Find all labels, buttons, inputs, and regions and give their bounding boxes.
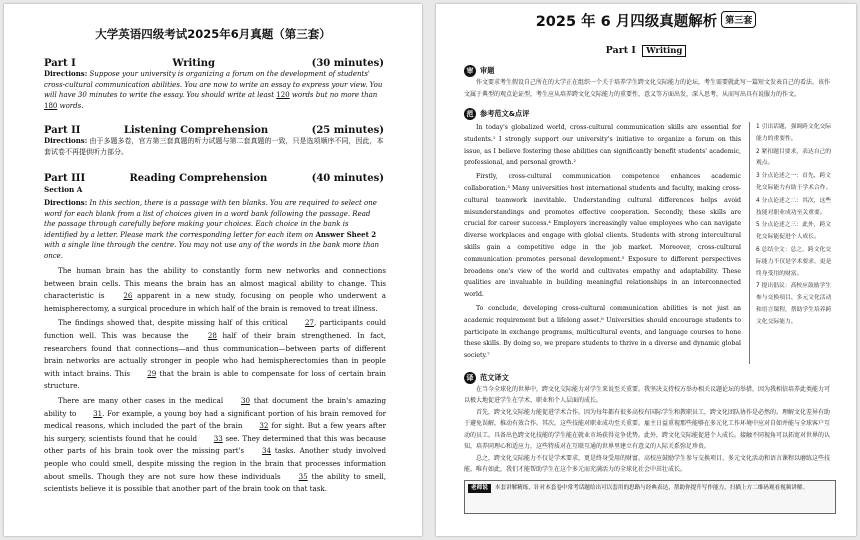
blank-31: 31 xyxy=(93,408,103,418)
translation-icon: 译 xyxy=(464,372,476,384)
review-icon: 审 xyxy=(464,65,476,77)
exam-page xyxy=(4,4,422,536)
note-item: 2 紧扣题目要求，表达自己的观点。 xyxy=(756,148,832,167)
blank-34: 34 xyxy=(262,446,272,456)
part-3-name: Reading Comprehension xyxy=(129,173,268,184)
teacher-comment-box xyxy=(464,480,836,514)
blank-35: 35 xyxy=(298,471,308,481)
part-2-label: Part II xyxy=(44,125,81,136)
teacher-comment: 本套讲解精练，针对本套卷中常考话题给出可以套用的思路与经典表达，帮助你提升写作能力，扫描上方二维码观看视频讲解。 xyxy=(494,484,809,491)
analysis-part-header: Part I Writing xyxy=(436,45,856,57)
part-1 xyxy=(4,58,422,111)
part-3-time: (40 minutes) xyxy=(311,173,384,184)
writing-tag: Writing xyxy=(642,45,686,57)
blank-29: 29 xyxy=(147,368,157,378)
note-item: 3 分点论述之一：首先，跨文化交际能力有助于学术合作。 xyxy=(756,173,832,191)
analysis-page xyxy=(436,4,856,536)
section-review-header: 审 审题 xyxy=(436,65,856,77)
part-3-directions: Directions: In this section, there is a passage with ten blanks. You are required to select one word for each blank from a list of choices given in a word bank following the passage. Read the passage through carefully before making your choices. Each choice in the bank is identified by a letter. Please mark the corresponding letter for each item on Answer Sheet 2 with a single line through the centre. You may not use any of the words in the bank more than once. xyxy=(44,198,380,260)
essay-icon: 范 xyxy=(464,108,476,120)
reading-passage xyxy=(4,265,422,496)
exam-title: 大学英语四级考试2025年6月真题（第三套） xyxy=(95,27,331,41)
max-words: 180 xyxy=(44,101,58,110)
note-item: 4 分点论述之二：其次，这些技能对职业成功至关重要。 xyxy=(756,197,832,216)
part-1-header xyxy=(4,58,422,69)
part-2 xyxy=(4,125,422,157)
answer-sheet: Answer Sheet 2 xyxy=(315,229,377,239)
note-item: 1 引出话题，强调跨文化交际能力的重要性。 xyxy=(756,124,832,142)
part-1-name: Writing xyxy=(172,58,215,69)
blank-27: 27 xyxy=(305,318,315,328)
passage-paragraph: The findings showed that, despite missing half of this critical 27, participants could function well. This was because the 28 half of their brain strengthened. In fact, researchers found that connections—and thus communication—between parts of different brain networks are actually stronger in people who had hemispherectomies than in people with intact brains. This 29 that the brain is able to compensate for loss of certain brain structure. xyxy=(44,318,387,391)
blank-30: 30 xyxy=(240,395,250,405)
set-badge: 第三套 xyxy=(721,11,756,28)
teacher-label: 老师说 xyxy=(468,484,491,493)
model-essay: In today's globalized world, cross-cultural communication skills are essential for students.¹ I strongly support our university's initiative to organize a forum on this issue, as I believe fostering these abilities can significantly benefit students' academic, professional, and personal growth.² Firstly, cross-cultural communication competence enhances academic collaboration.³ Many universities host international students and faculty, making cross-cultural teamwork inevitable. Understanding cultural differences helps avoid misunderstandings and promotes effective cooperation. Secondly, these skills are crucial for career success.⁴ Employers increasingly value employees who can navigate diverse workplaces and engage with global clients. Students with strong intercultural skills gain a competitive edge in the job market. Moreover, cross-cultural communication promotes personal development.⁵ Exposure to different perspectives broadens one's view of the world and cultivates empathy and adaptability. These qualities are invaluable in building meaningful relationships in an interconnected world. To conclude, developing cross-cultural communication abilities is not just an academic requirement but a lifelong asset.⁶ Universities should encourage students to participate in exchange programs, multicultural events, and language courses to hone these skills. By doing so, we prepare students to thrive in a diverse and dynamic global society.⁷ xyxy=(464,122,750,364)
blank-32: 32 xyxy=(259,421,269,431)
translation-text: 在当今全球化的世界中，跨文化交际能力对学生来说至关重要。我坚决支持校方举办相关议题论坛的举措，因为我相信培养此类能力可以极大地促进学生在学术、职业和个人层面的成长。 首先，跨文化交际能力能促进学术合作。因为每年都有很多高校有国际学生和教职员工，跨文化团队协作是必然的。理解文化差异有助于避免误解，推动有效合作。其次，这些技能对职业成功至关重要。雇主日益重视那些能够在多元化工作环境中应对自如并能与全球客户互动的员工。具备出色跨文化技能的学生能在就业市场获得竞争优势。此外，跨文化交际能促进个人成长。接触不同视角可以拓宽对世界的认知，培养同理心和适应力，这些特质对在互联互通的世界里建立有意义的人际关系弥足珍贵。 总之，跨文化交际能力不仅是学术要求，更是终身受用的财富。高校应鼓励学生参与交换项目、多元文化活动和语言课程以磨练这些技能。唯有如此，我们才能帮助学生在这个多元而充满活力的全球化社会中茁壮成长。 xyxy=(464,385,831,474)
section-translation-header: 译 范文译文 xyxy=(436,372,856,384)
part-2-name: Listening Comprehension xyxy=(123,125,269,136)
part-3 xyxy=(4,173,422,261)
section-essay-header: 范 参考范文&点评 xyxy=(436,108,856,120)
passage-paragraph: The human brain has the ability to constantly form new networks and connections between brain cells. This means the brain has an almost magical ability to change. This characteristic is 26 apparent in a new study, focusing on people who underwent a hemispherectomy, a surgical procedure in which half of the brain is removed to treat illness. xyxy=(44,266,386,313)
section-a-label: Section A xyxy=(44,185,83,194)
part-3-label: Part III xyxy=(44,173,86,184)
blank-28: 28 xyxy=(207,330,217,340)
part-1-label: Part I xyxy=(44,58,76,69)
analysis-title: 2025 年 6 月四级真题解析 第三套 xyxy=(436,10,856,31)
part-1-time: (30 minutes) xyxy=(311,58,384,69)
min-words: 120 xyxy=(276,91,290,99)
note-item: 6 总结全文：总之，跨文化交际能力不仅是学术要求，更是终身受用的财富。 xyxy=(756,246,832,277)
note-item: 7 提出倡议：高校应鼓励学生参与交换项目、多元文化活动和语言课程，帮助学生培养跨文化交际能力。 xyxy=(756,283,832,325)
part-2-directions: Directions: 由于多题多卷，官方第三套真题的听力试题与第二套真题的一致，只是选项顺序不同，因此，本套试卷不再提供听力部分。 xyxy=(44,136,384,156)
note-item: 5 分点论述之三：此外，跨文化交际能促进个人成长。 xyxy=(756,222,832,241)
part-2-time: (25 minutes) xyxy=(311,125,384,136)
essay-with-notes xyxy=(436,122,856,364)
part-2-header xyxy=(4,125,422,136)
part-1-directions: Directions: Suppose your university is organizing a forum on the development of students' cross-cultural communication abilities. You are now to write an essay to express your view. You will have 30 minutes to write the essay. You should write at least 120 words but no more than 180 words. xyxy=(44,69,383,110)
blank-33: 33 xyxy=(213,433,223,443)
essay-notes xyxy=(750,122,836,364)
part-3-header xyxy=(4,173,422,184)
passage-paragraph: There are many other cases in the medical 30 that document the brain's amazing ability to 31. For example, a young boy had a significant portion of his brain removed for medical reasons, which included the part of the brain 32 for sight. But a few years after his surgery, scientists found that he could 33 see. They determined that this was because other parts of his brain took over the missing part's 34 tasks. Another study involved people who could smell, despite missing the region in the brain that processes information about smells. Though they are not sure how these individuals 35 the ability to smell, scientists believe it is possible that another part of the brain took on that task. xyxy=(44,395,386,494)
blank-26: 26 xyxy=(123,291,133,301)
review-text: 作文要求考生假设自己所在的大学正在组织一个关于培养学生跨文化交际能力的论坛，考生需要就此写一篇短文发表自己的看法。该作文属于典型的观点论证型，考生应从培养跨文化交际能力的重要性、意义等方面出发，深入思考，从而写出具有说服力的作文。 xyxy=(464,79,831,98)
